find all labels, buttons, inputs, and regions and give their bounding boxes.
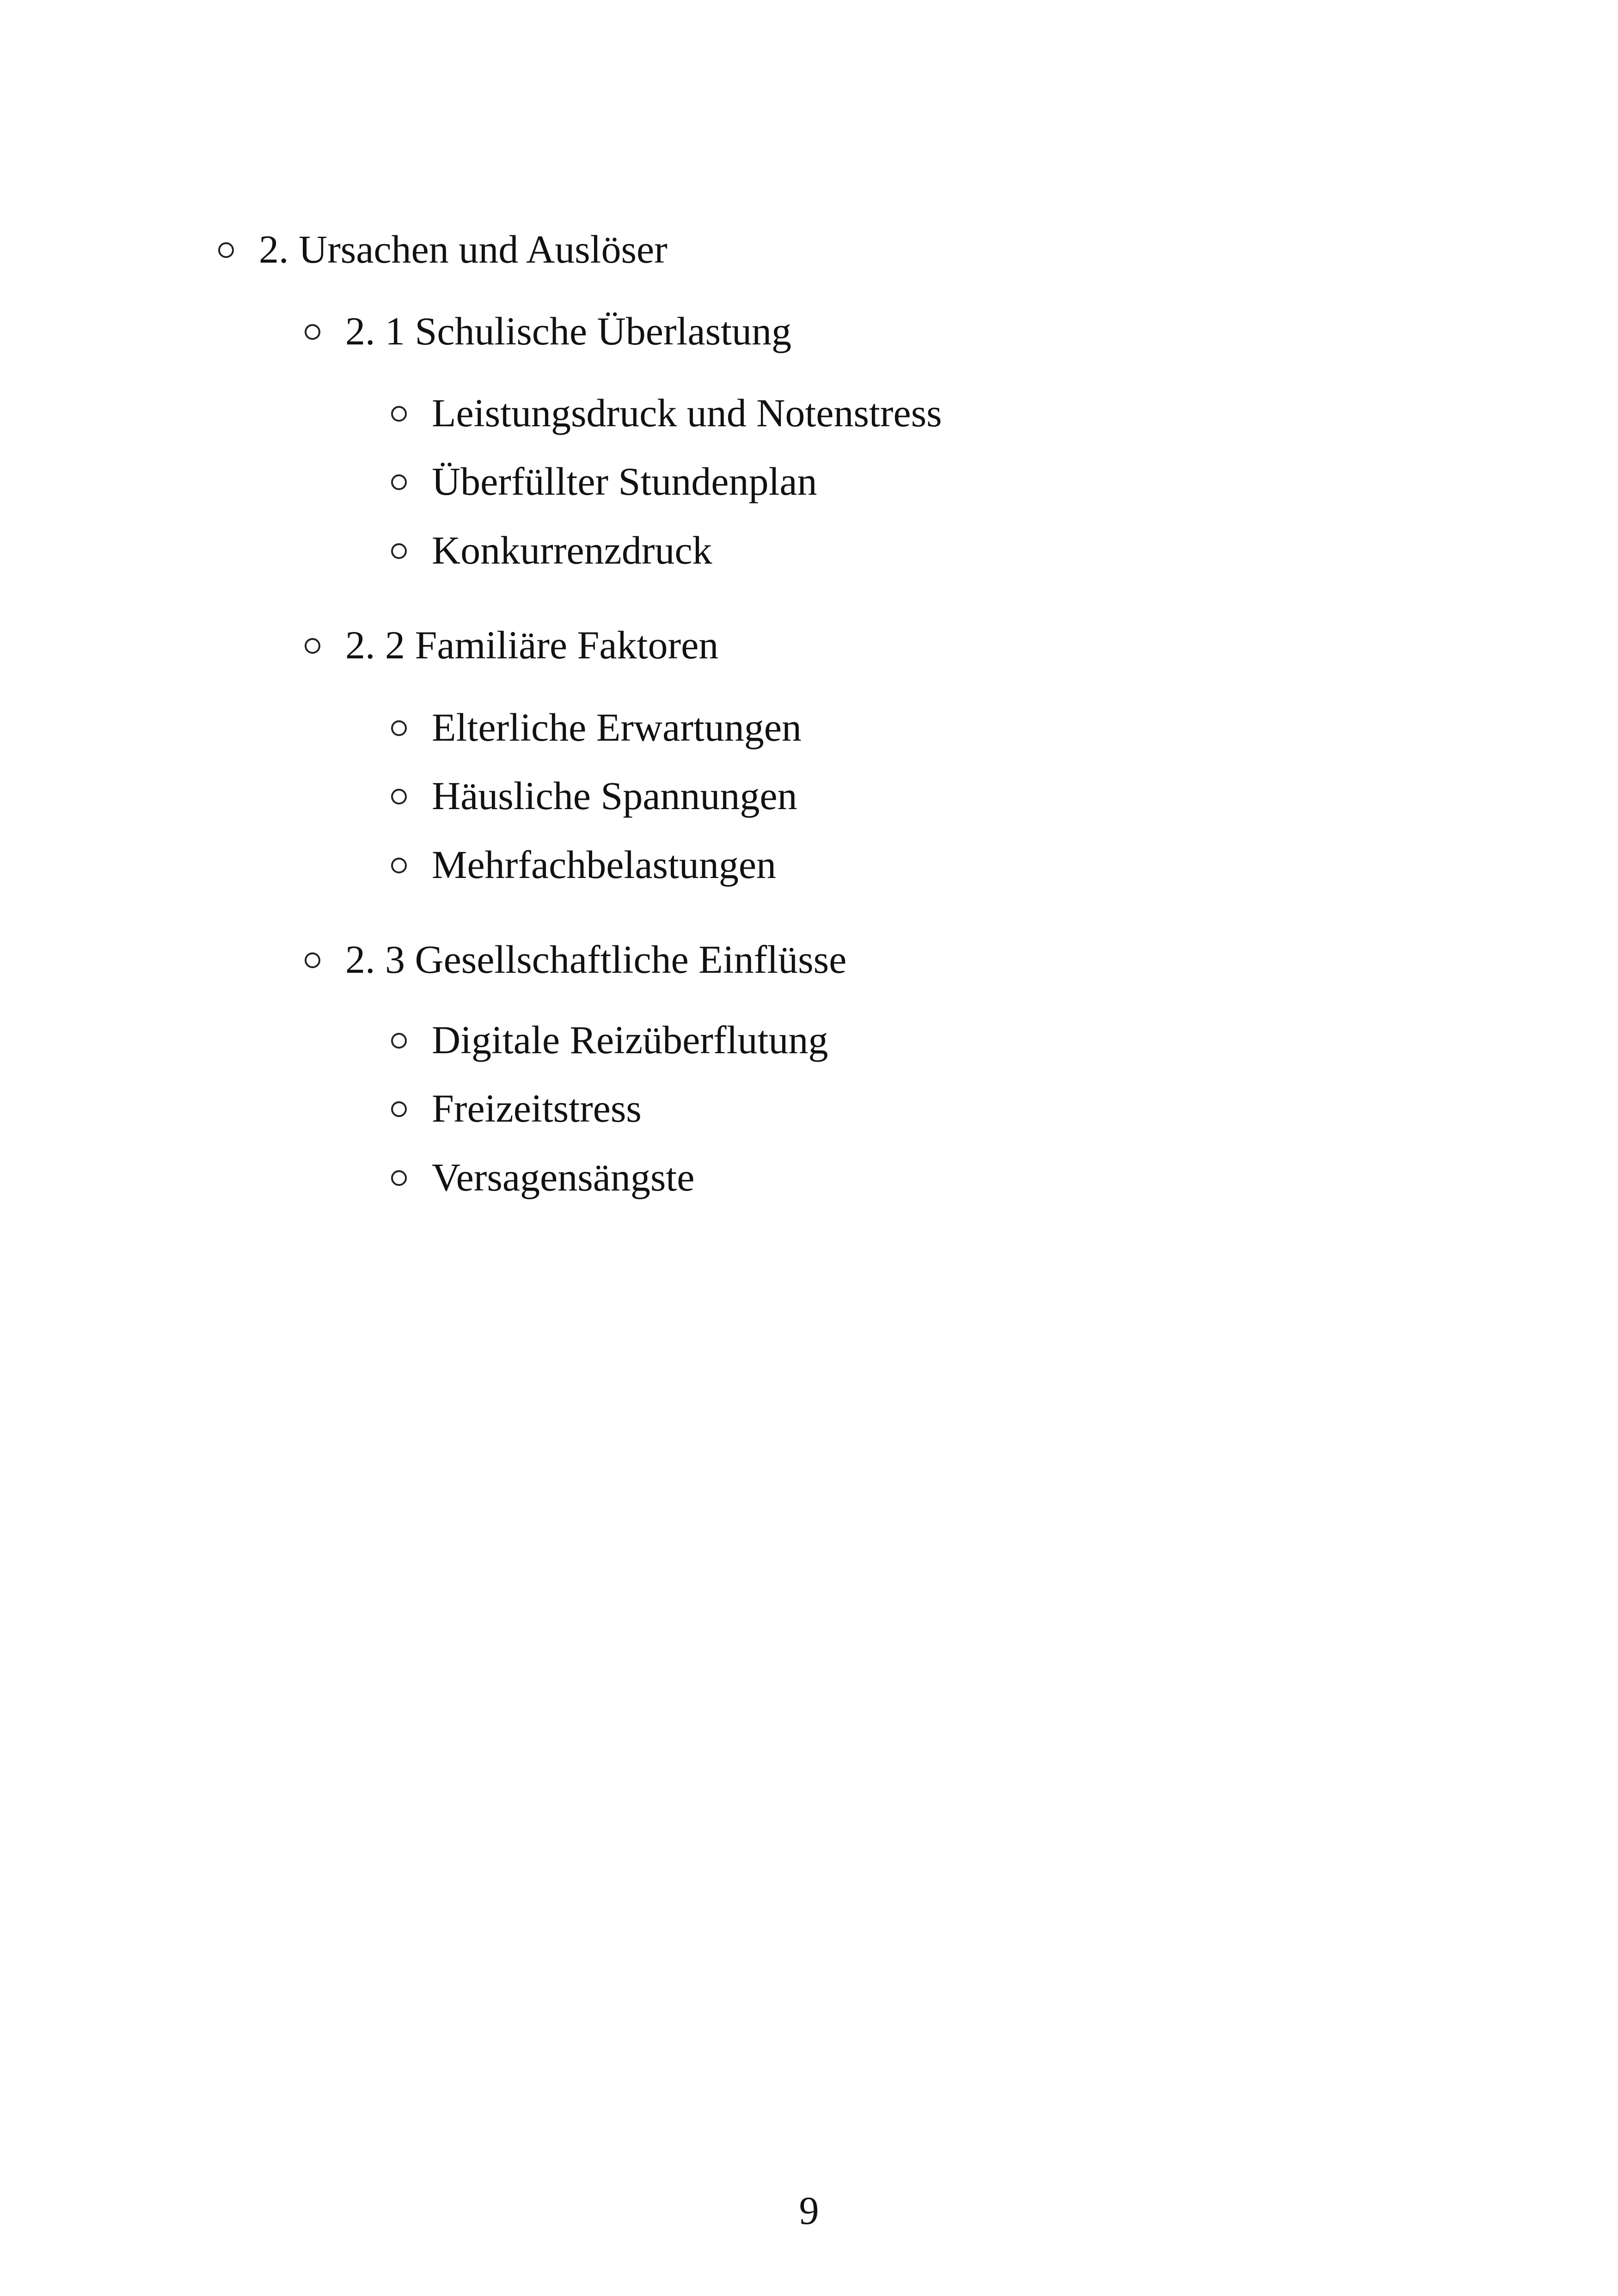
outline-item	[432, 530, 712, 570]
subsection-title: 2. 3 Gesellschaftliche Einflüsse	[345, 937, 847, 982]
list-item: Konkurrenzdruck	[432, 528, 712, 572]
subsection-title: 2. 1 Schulische Überlastung	[345, 309, 791, 353]
hollow-circle-bullet-icon	[391, 543, 407, 559]
outline-subsection	[345, 937, 847, 982]
list-item: Digitale Reizüberflutung	[432, 1018, 828, 1062]
hollow-circle-bullet-icon	[391, 474, 407, 490]
hollow-circle-bullet-icon	[391, 858, 407, 873]
outline-item	[432, 776, 797, 816]
outline-item	[432, 842, 777, 887]
hollow-circle-bullet-icon	[391, 720, 407, 736]
hollow-circle-bullet-icon	[218, 242, 234, 258]
outline-section	[259, 229, 668, 269]
outline-subsection	[345, 625, 718, 665]
section-title: 2. Ursachen und Auslöser	[259, 227, 668, 271]
list-item: Häusliche Spannungen	[432, 774, 797, 818]
outline-item	[432, 707, 802, 747]
hollow-circle-bullet-icon	[391, 789, 407, 804]
outline-item	[432, 393, 942, 433]
subsection-title: 2. 2 Familiäre Faktoren	[345, 623, 719, 667]
outline-item	[432, 1088, 642, 1128]
list-item: Elterliche Erwartungen	[432, 705, 802, 749]
outline-item	[432, 1020, 828, 1060]
list-item: Versagensängste	[432, 1155, 695, 1199]
list-item: Leistungsdruck und Notenstress	[432, 391, 942, 435]
outline-subsection	[345, 311, 791, 351]
list-item: Überfüllter Stundenplan	[432, 459, 817, 503]
page-number: 9	[799, 2188, 819, 2233]
list-item: Mehrfachbelastungen	[432, 842, 777, 887]
hollow-circle-bullet-icon	[305, 638, 320, 654]
hollow-circle-bullet-icon	[305, 952, 320, 968]
list-item: Freizeitstress	[432, 1086, 642, 1130]
hollow-circle-bullet-icon	[391, 1101, 407, 1117]
hollow-circle-bullet-icon	[391, 406, 407, 422]
hollow-circle-bullet-icon	[305, 324, 320, 340]
outline-item	[432, 461, 817, 501]
hollow-circle-bullet-icon	[391, 1170, 407, 1186]
hollow-circle-bullet-icon	[391, 1033, 407, 1049]
outline-item	[432, 1157, 694, 1197]
